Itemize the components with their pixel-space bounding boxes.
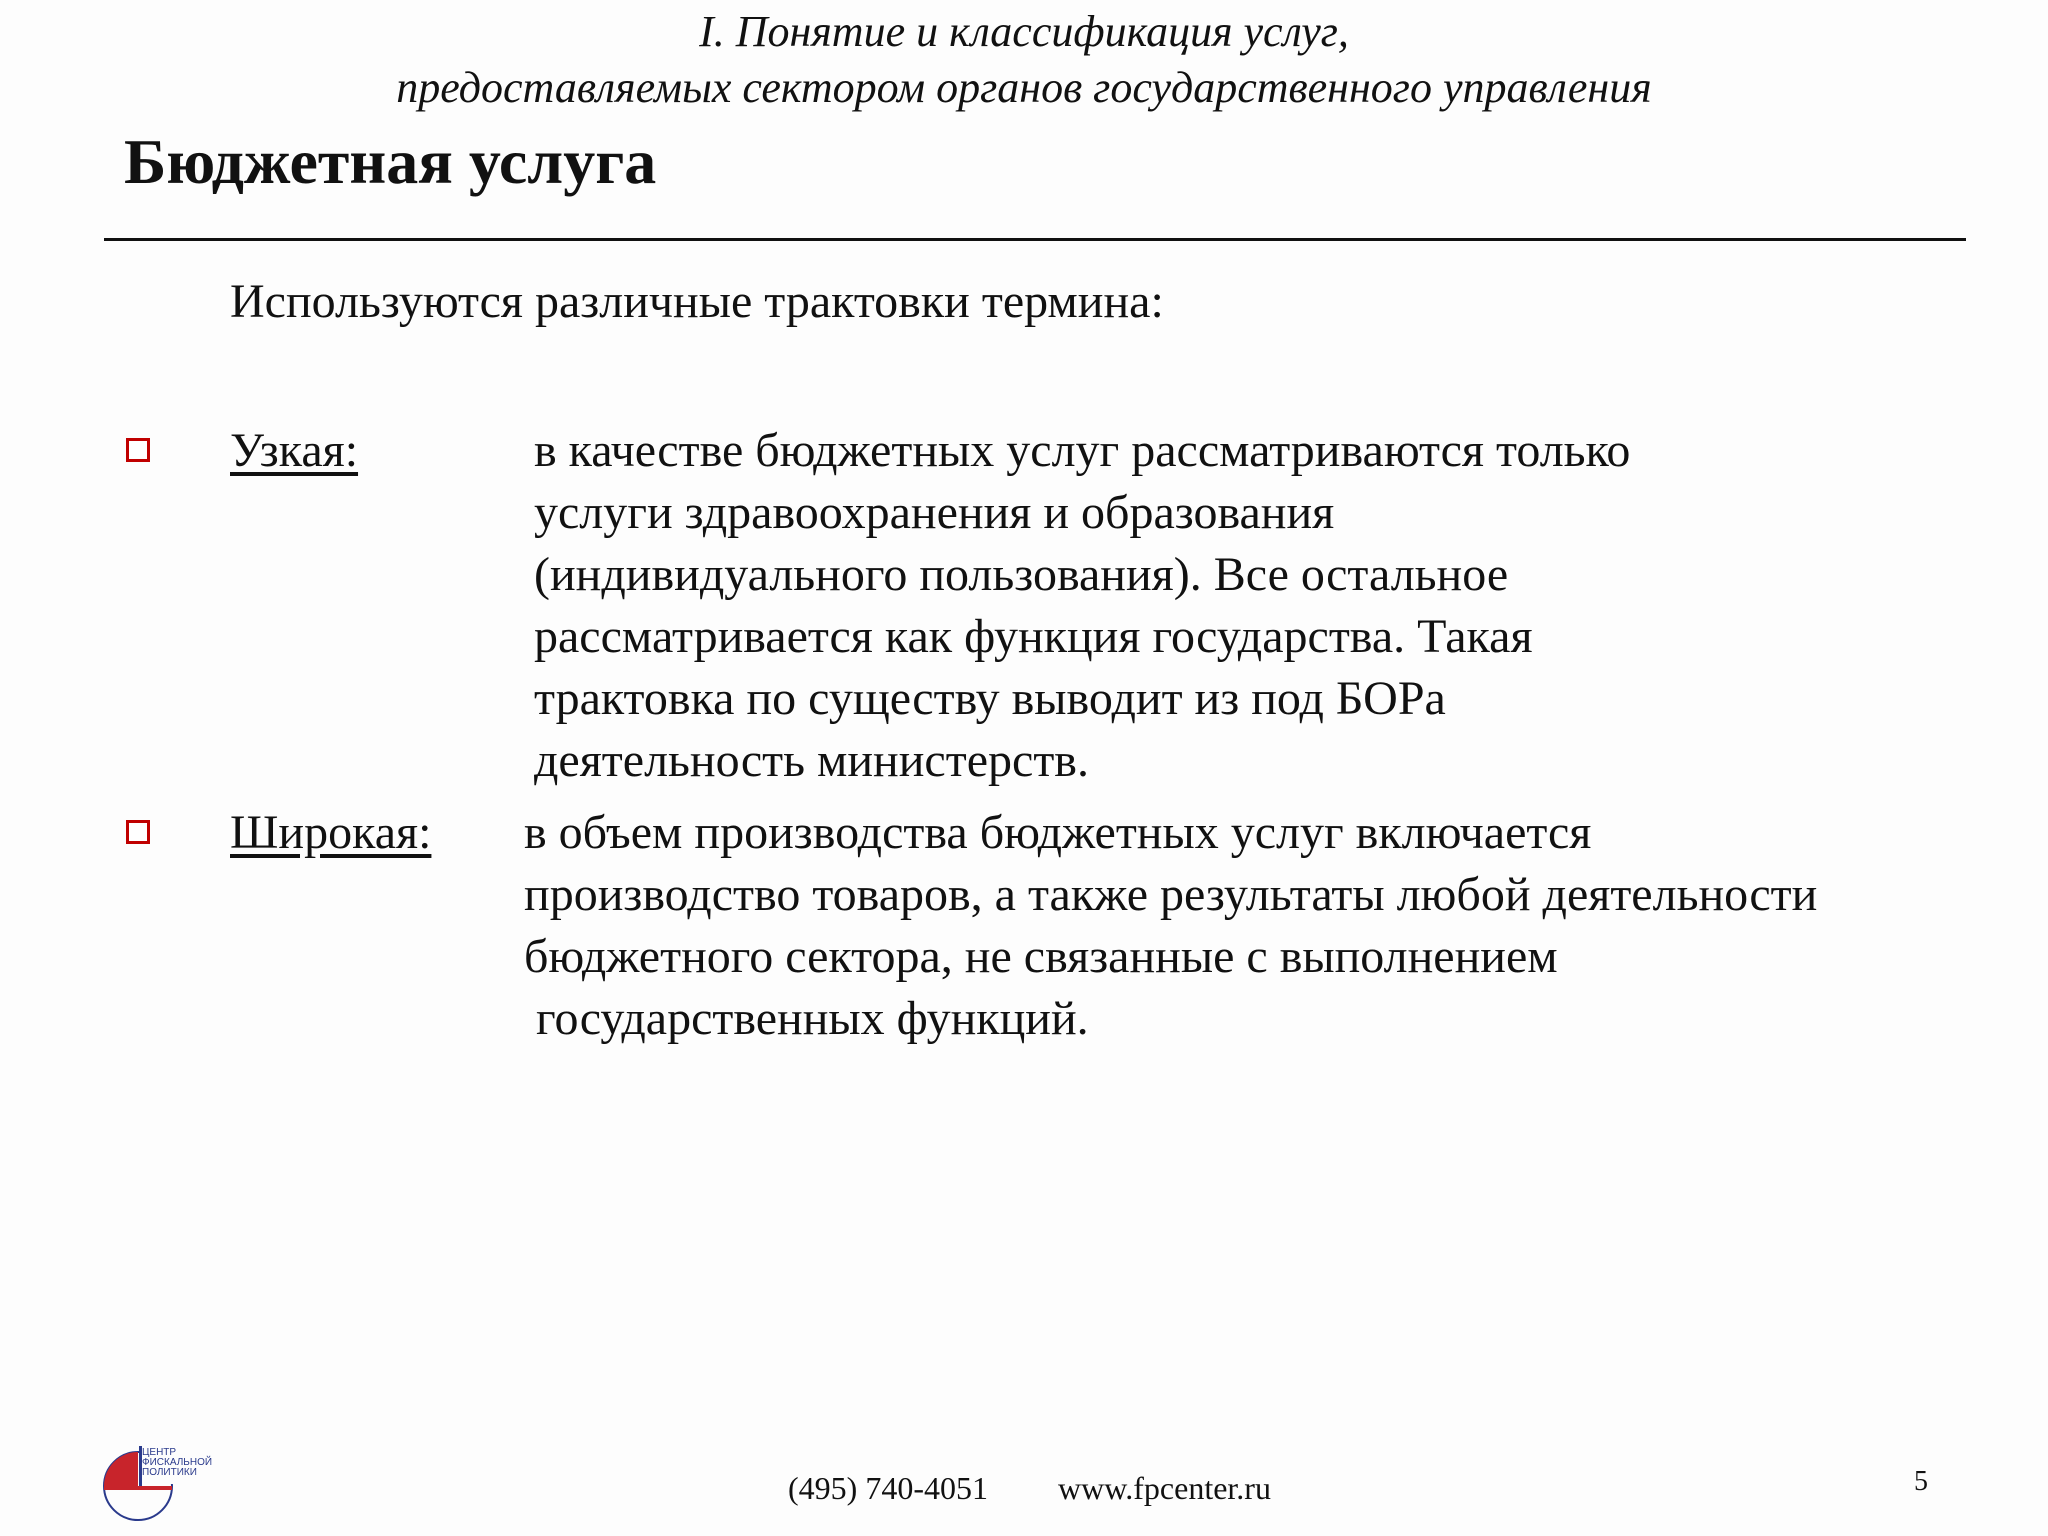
- definition-broad-line: государственных функций.: [524, 992, 1089, 1045]
- definition-narrow-line: трактовка по существу выводит из под БОРа: [534, 672, 1446, 725]
- definition-narrow-line: деятельность министерств.: [534, 734, 1089, 787]
- bullet-square-icon: [126, 820, 150, 844]
- definition-narrow-line: (индивидуального пользования). Все остальное: [534, 548, 1509, 601]
- logo-caption: [142, 1448, 212, 1478]
- bullet-square-icon: [126, 438, 150, 462]
- title-divider: [104, 238, 1966, 241]
- footer-phone: (495) 740-4051: [788, 1470, 988, 1506]
- section-title-line-2: предоставляемых сектором органов государственного управления: [396, 63, 1652, 112]
- logo-caption-line: ПОЛИТИКИ: [142, 1467, 197, 1478]
- definition-narrow-line: в качестве бюджетных услуг рассматриваются только: [534, 424, 1631, 477]
- page-title: Бюджетная услуга: [124, 126, 657, 197]
- logo-caption-line: ФИСКАЛЬНОЙ: [142, 1457, 213, 1468]
- term-narrow: Узкая:: [230, 424, 359, 477]
- logo-caption-line: ЦЕНТР: [142, 1447, 177, 1458]
- intro-text: Используются различные трактовки термина:: [230, 275, 1164, 328]
- definition-narrow-line: рассматривается как функция государства. Такая: [534, 610, 1533, 663]
- page-number: 5: [1914, 1466, 1928, 1497]
- footer-website-link[interactable]: www.fpcenter.ru: [1058, 1470, 1271, 1506]
- definition-broad-line: бюджетного сектора, не связанные с выполнением: [524, 930, 1558, 983]
- term-broad: Широкая:: [230, 806, 432, 859]
- section-title-line-1: I. Понятие и классификация услуг,: [699, 7, 1349, 56]
- section-title: [0, 4, 2048, 116]
- definition-narrow-line: услуги здравоохранения и образования: [534, 486, 1335, 539]
- definition-broad-line: в объем производства бюджетных услуг включается: [524, 806, 1592, 859]
- definition-broad-line: производство товаров, а также результаты любой деятельности: [524, 868, 1818, 921]
